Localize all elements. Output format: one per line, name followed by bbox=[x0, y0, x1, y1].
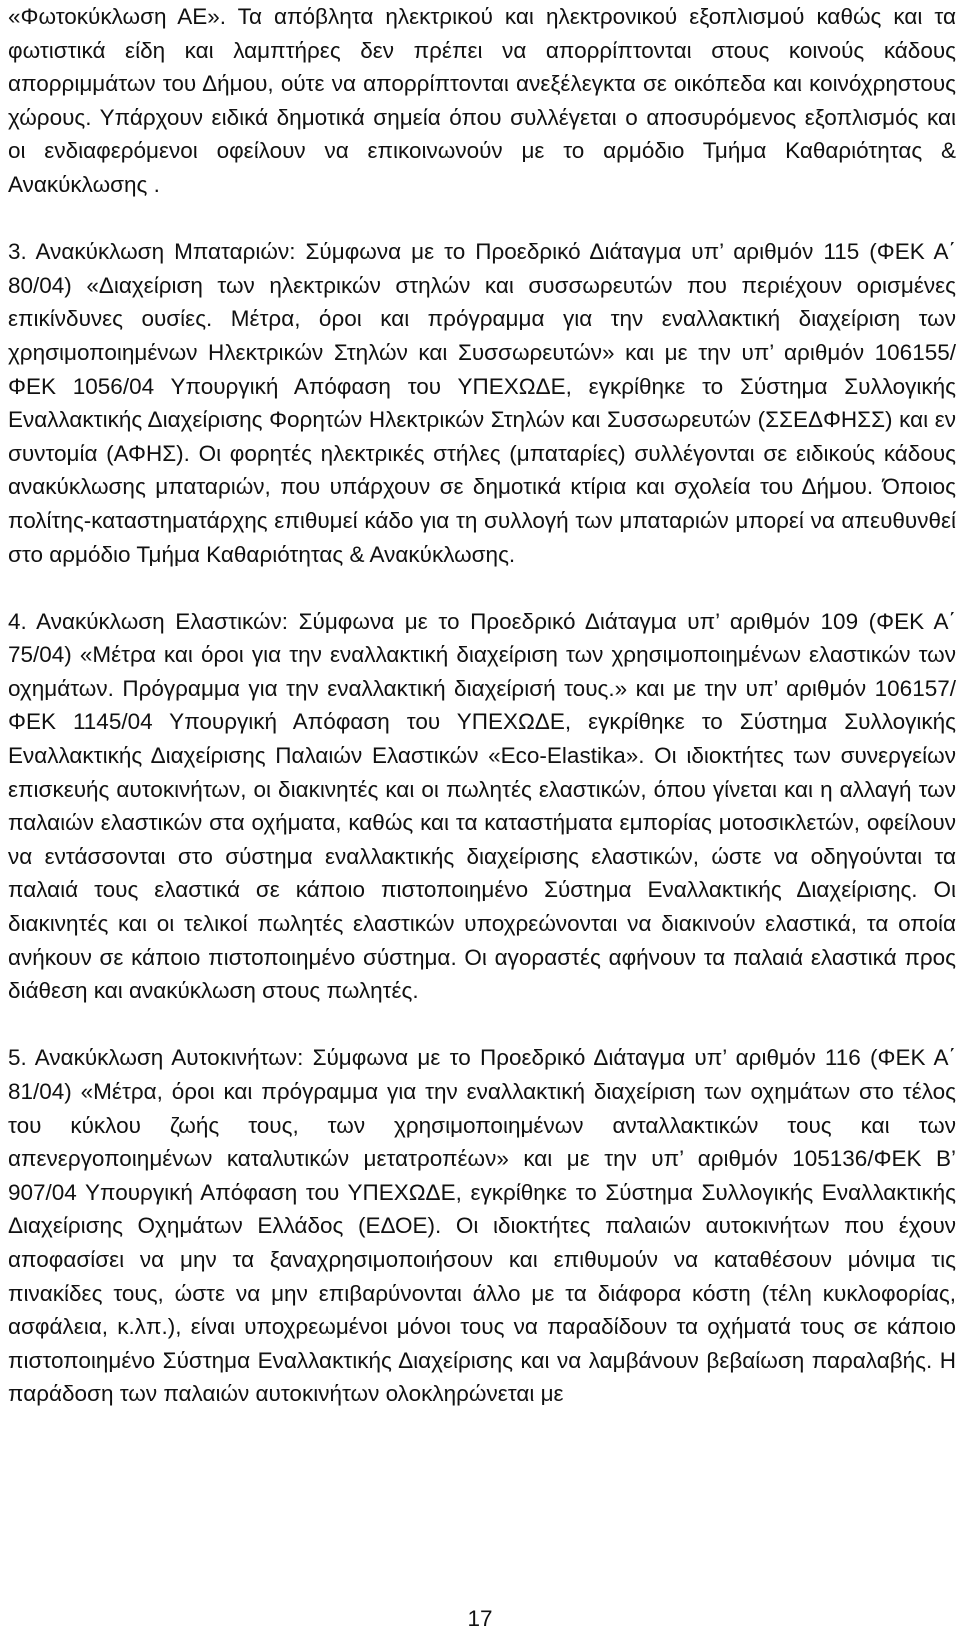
document-page bbox=[8, 0, 956, 1411]
paragraph-spacer bbox=[8, 1008, 956, 1042]
paragraph-battery-recycling: 3. Ανακύκλωση Μπαταριών: Σύμφωνα με το Προεδρικό Διάταγμα υπ’ αριθμόν 115 (ΦΕΚ Α΄ 80/04) «Διαχείριση των ηλεκτρικών στηλών και συσσωρευτών που περιέχουν ορισμένες επικίνδυνες ουσίες. Μέτρα, όροι και πρόγραμμα για την εναλλακτική διαχείριση των χρησιμοποιημένων Ηλεκτρικών Στηλών και Συσσωρευτών» και με την υπ’ αριθμόν 106155/ΦΕΚ 1056/04 Υπουργική Απόφαση του ΥΠΕΧΩΔΕ, εγκρίθηκε το Σύστημα Συλλογικής Εναλλακτικής Διαχείρισης Φορητών Ηλεκτρικών Στηλών και Συσσωρευτών (ΣΣΕΔΦΗΣΣ) και εν συντομία (ΑΦΗΣ). Οι φορητές ηλεκτρικές στήλες (μπαταρίες) συλλέγονται σε ειδικούς κάδους ανακύκλωσης μπαταριών, που υπάρχουν σε δημοτικά κτίρια και σχολεία του Δήμου. Όποιος πολίτης-καταστηματάρχης επιθυμεί κάδο για τη συλλογή των μπαταριών μπορεί να απευθυνθεί στο αρμόδιο Τμήμα Καθαριότητας & Ανακύκλωσης. bbox=[8, 239, 956, 567]
paragraph-spacer bbox=[8, 202, 956, 236]
page-number: 17 bbox=[467, 1606, 493, 1631]
paragraph-spacer bbox=[8, 571, 956, 605]
paragraph-vehicle-recycling: 5. Ανακύκλωση Αυτοκινήτων: Σύμφωνα με το Προεδρικό Διάταγμα υπ’ αριθμόν 116 (ΦΕΚ Α΄ 81/04) «Μέτρα, όροι και πρόγραμμα για την εναλλακτική διαχείριση των οχημάτων στο τέλος του κύκλου ζωής τους, των χρησιμοποιημένων ανταλλακτικών τους και των απενεργοποιημένων καταλυτικών μετατροπέων» και με την υπ’ αριθμόν 105136/ΦΕΚ Β’ 907/04 Υπουργική Απόφαση του ΥΠΕΧΩΔΕ, εγκρίθηκε το Σύστημα Συλλογικής Εναλλακτικής Διαχείρισης Οχημάτων Ελλάδος (ΕΔΟΕ). Οι ιδιοκτήτες παλαιών αυτοκινήτων που έχουν αποφασίσει να μην τα ξαναχρησιμοποιήσουν και επιθυμούν να καταθέσουν μόνιμα τις πινακίδες τους, ώστε να μην επιβαρύνονται άλλο με τα διάφορα κόστη (τέλη κυκλοφορίας, ασφάλεια, κ.λπ.), είναι υποχρεωμένοι μόνοι τους να παραδίδουν τα οχήματά τους σε κάποιο πιστοποιημένο Σύστημα Εναλλακτικής Διαχείρισης και να λαμβάνουν βεβαίωση παραλαβής. Η παράδοση των παλαιών αυτοκινήτων ολοκληρώνεται με bbox=[8, 1045, 956, 1407]
paragraph-tire-recycling: 4. Ανακύκλωση Ελαστικών: Σύμφωνα με το Προεδρικό Διάταγμα υπ’ αριθμόν 109 (ΦΕΚ Α΄ 75/04) «Μέτρα και όροι για την εναλλακτική διαχείριση των χρησιμοποιημένων ελαστικών των οχημάτων. Πρόγραμμα για την εναλλακτική διαχείρισή τους.» και με την υπ’ αριθμόν 106157/ΦΕΚ 1145/04 Υπουργική Απόφαση του ΥΠΕΧΩΔΕ, εγκρίθηκε το Σύστημα Συλλογικής Εναλλακτικής Διαχείρισης Παλαιών Ελαστικών «Eco-Elastika». Οι ιδιοκτήτες των συνεργείων επισκευής αυτοκινήτων, οι διακινητές και οι πωλητές ελαστικών, όπου γίνεται και η αλλαγή των παλαιών ελαστικών στα οχήματα, καθώς και τα καταστήματα εμπορίας μοτοσικλετών, οφείλουν να εντάσσονται στο σύστημα εναλλακτικής διαχείρισης ελαστικών, ώστε να οδηγούνται τα παλαιά τους ελαστικά σε κάποιο πιστοποιημένο Σύστημα Εναλλακτικής Διαχείρισης. Οι διακινητές και οι τελικοί πωλητές ελαστικών υποχρεώνονται να διακινούν ελαστικά, τα οποία ανήκουν σε κάποιο πιστοποιημένο σύστημα. Οι αγοραστές αφήνουν τα παλαιά ελαστικά προς διάθεση και ανακύκλωση στους πωλητές. bbox=[8, 608, 956, 1004]
paragraph-electronics-continuation: «Φωτοκύκλωση ΑΕ». Τα απόβλητα ηλεκτρικού και ηλεκτρονικού εξοπλισμού καθώς και τα φωτιστικά είδη και λαμπτήρες δεν πρέπει να απορρίπτονται στους κοινούς κάδους απορριμμάτων του Δήμου, ούτε να απορρίπτονται ανεξέλεγκτα σε οικόπεδα και κοινόχρηστους χώρους. Υπάρχουν ειδικά δημοτικά σημεία όπου συλλέγεται ο αποσυρόμενος εξοπλισμός και οι ενδιαφερόμενοι οφείλουν να επικοινωνούν με το αρμόδιο Τμήμα Καθαριότητας & Ανακύκλωσης . bbox=[8, 4, 956, 197]
